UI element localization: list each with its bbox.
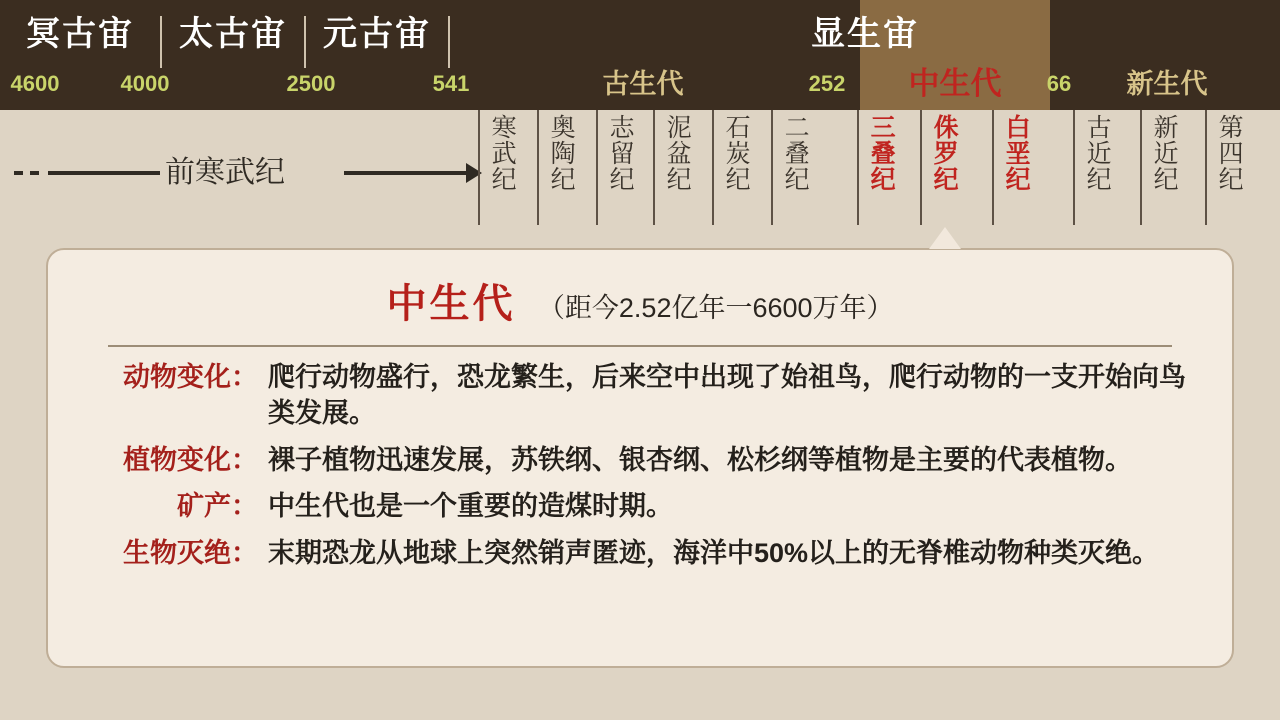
info-row-animals xyxy=(80,359,1194,432)
card-subtitle: （距今2.52亿年一6600万年） xyxy=(537,293,894,323)
info-row-label: 生物灭绝： xyxy=(123,537,258,568)
period-silurian[interactable] xyxy=(596,110,642,225)
info-row-minerals xyxy=(80,488,1194,524)
era-cenozoic[interactable]: 新生代 xyxy=(1126,69,1208,99)
info-row-label: 植物变化： xyxy=(123,444,258,475)
period-devonian[interactable] xyxy=(653,110,699,225)
period-carboniferous[interactable] xyxy=(712,110,758,225)
age-marker-541: 541 xyxy=(432,71,470,96)
era-mesozoic[interactable]: 中生代 xyxy=(908,66,1002,101)
period-neogene[interactable] xyxy=(1140,110,1186,225)
age-marker-2500: 2500 xyxy=(286,71,336,96)
period-jurassic[interactable] xyxy=(920,110,966,225)
period-label: 第四纪 xyxy=(1215,114,1244,192)
period-label: 奥陶纪 xyxy=(547,114,576,192)
info-row-extinction xyxy=(80,535,1194,571)
age-marker-4000: 4000 xyxy=(120,71,170,96)
geologic-time-bar xyxy=(0,0,1280,110)
period-cambrian[interactable] xyxy=(478,110,524,225)
period-label: 寒武纪 xyxy=(488,114,517,192)
period-label: 侏罗纪 xyxy=(930,114,959,192)
age-marker-252: 252 xyxy=(808,71,846,96)
period-quaternary[interactable] xyxy=(1205,110,1251,225)
period-label: 古近纪 xyxy=(1083,114,1112,192)
period-label: 三叠纪 xyxy=(867,114,896,192)
eon-hadean[interactable]: 冥古宙 xyxy=(26,15,134,53)
card-header xyxy=(74,264,1206,339)
period-permian[interactable] xyxy=(771,110,817,225)
card-divider xyxy=(108,345,1172,347)
period-label: 二叠纪 xyxy=(781,114,810,192)
period-cretaceous[interactable] xyxy=(992,110,1038,225)
period-strip xyxy=(0,110,1280,235)
period-label: 泥盆纪 xyxy=(663,114,692,192)
eon-divider-2 xyxy=(304,16,306,68)
eon-divider-3 xyxy=(448,16,450,68)
period-label: 新近纪 xyxy=(1150,114,1179,192)
period-ordovician[interactable] xyxy=(537,110,583,225)
period-triassic[interactable] xyxy=(857,110,903,225)
info-row-text: 爬行动物盛行，恐龙繁生，后来空中出现了始祖鸟，爬行动物的一支开始向鸟类发展。 xyxy=(268,362,1186,429)
period-label: 石炭纪 xyxy=(722,114,751,192)
period-label: 志留纪 xyxy=(606,114,635,192)
info-row-text: 末期恐龙从地球上突然销声匿迹，海洋中50%以上的无脊椎动物种类灭绝。 xyxy=(268,537,1160,568)
age-marker-4600: 4600 xyxy=(10,71,60,96)
eon-phanerozoic[interactable]: 显生宙 xyxy=(811,15,919,53)
callout-pointer-icon xyxy=(929,227,961,249)
info-row-plants xyxy=(80,442,1194,478)
card-rows xyxy=(74,359,1206,571)
era-row xyxy=(0,64,1280,104)
age-marker-66: 66 xyxy=(1046,71,1072,96)
info-row-text: 中生代也是一个重要的造煤时期。 xyxy=(268,491,673,522)
eon-archean[interactable]: 太古宙 xyxy=(179,15,287,53)
eon-proterozoic[interactable]: 元古宙 xyxy=(323,15,431,53)
precambrian-label: 前寒武纪 xyxy=(165,156,285,189)
eon-divider-1 xyxy=(160,16,162,68)
info-row-label: 动物变化： xyxy=(123,362,258,392)
period-label: 白垩纪 xyxy=(1002,114,1031,192)
info-row-text: 裸子植物迅速发展，苏铁纲、银杏纲、松杉纲等植物是主要的代表植物。 xyxy=(268,444,1132,475)
mesozoic-info-card xyxy=(46,248,1234,668)
period-paleogene[interactable] xyxy=(1073,110,1119,225)
eon-row xyxy=(0,8,1280,60)
info-row-label: 矿产： xyxy=(177,491,258,522)
card-title: 中生代 xyxy=(386,282,516,326)
era-paleozoic[interactable]: 古生代 xyxy=(602,69,684,99)
